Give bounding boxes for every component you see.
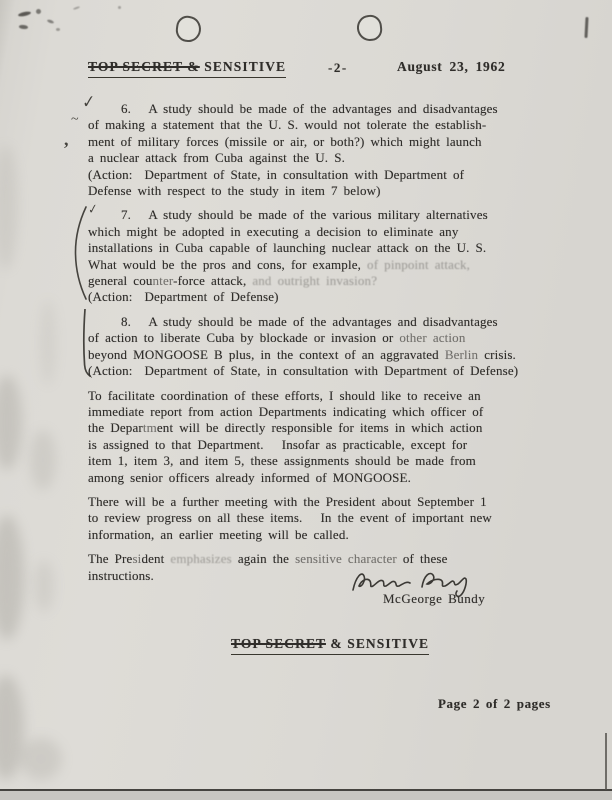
text-line: to review progress on all these items. In the event of important new <box>88 510 492 526</box>
text-line: immediate report from action Departments indicating which officer of <box>88 403 484 419</box>
scan-shadow <box>0 145 18 270</box>
smudge-mark <box>19 25 28 29</box>
punch-hole-icon <box>174 14 202 43</box>
header-classification <box>88 59 286 78</box>
item-8 <box>88 314 572 380</box>
smudge-mark <box>56 28 60 31</box>
text-line: among senior officers already informed of MONGOOSE. <box>88 469 412 485</box>
smudge-mark <box>118 6 121 9</box>
smudge-mark <box>73 6 80 10</box>
classification-struck-text: TOP SECRET <box>231 636 326 651</box>
margin-brace-item7 <box>74 206 88 300</box>
comma-mark-icon: , <box>64 129 69 149</box>
text-line: 8. A study should be made of the advantages and disadvantages <box>121 313 498 329</box>
text-line: (Action: Department of Defense) <box>88 289 279 305</box>
scan-shadow <box>40 300 56 385</box>
scan-shadow <box>20 738 62 780</box>
item-7 <box>88 207 572 305</box>
classification-rest-text: SENSITIVE <box>199 59 287 74</box>
smudge-mark <box>47 19 55 24</box>
classification-rest-text: & SENSITIVE <box>325 636 430 651</box>
text-line: What would be the pros and cons, for example, of pinpoint attack, <box>88 256 471 272</box>
signature-typed-name: McGeorge Bundy <box>383 591 486 606</box>
smudge-mark <box>18 11 32 18</box>
text-line: the Department will be directly responsible for items in which action <box>88 420 483 436</box>
text-line: installations in Cuba capable of launching nuclear attack on the U. S. <box>88 240 487 256</box>
text-line: (Action: Department of State, in consultation with Department of <box>88 166 465 182</box>
para-meeting <box>88 494 572 543</box>
para-sensitive <box>88 551 572 584</box>
text-line: information, an earlier meeting will be called. <box>88 526 349 542</box>
text-line: general counter-force attack, and outright invasion? <box>88 273 378 289</box>
punch-hole-icon <box>356 14 384 42</box>
document-date: August 23, 1962 <box>397 59 506 74</box>
para-coordination <box>88 388 572 486</box>
footer-classification <box>231 636 429 655</box>
scan-right-edge <box>605 733 607 790</box>
checkmark-icon: ✓ <box>87 200 99 218</box>
text-line: of making a statement that the U. S. would not tolerate the establish- <box>88 117 487 133</box>
text-line: is assigned to that Department. Insofar as practicable, except for <box>88 436 468 452</box>
scan-below-edge <box>0 791 612 800</box>
smudge-mark <box>36 9 41 14</box>
item-6 <box>88 101 572 199</box>
checkmark-icon: ✓ <box>81 92 96 113</box>
classification-struck-text: TOP SECRET & <box>88 59 200 74</box>
text-line: ment of military forces (missile or air, or both?) which might launch <box>88 133 482 149</box>
page-number: -2- <box>328 60 348 75</box>
text-line: instructions. <box>88 567 154 583</box>
text-line: The President emphasizes again the sensitive character of these <box>88 551 448 567</box>
scan-shadow <box>30 430 56 490</box>
pen-dash-mark <box>584 17 588 38</box>
page-count-label: Page 2 of 2 pages <box>438 696 551 711</box>
text-line: There will be a further meeting with the President about September 1 <box>88 493 487 509</box>
text-line: a nuclear attack from Cuba against the U. S. <box>88 150 345 166</box>
text-line: which might be adopted in executing a decision to eliminate any <box>88 223 459 239</box>
scan-shadow <box>34 560 54 612</box>
scan-shadow <box>0 375 22 470</box>
text-line: 6. A study should be made of the advantages and disadvantages <box>121 101 498 116</box>
tilde-mark-icon: ~ <box>71 112 79 127</box>
text-line: (Action: Department of State, in consultation with Department of Defense) <box>88 363 519 379</box>
scan-shadow <box>0 515 24 640</box>
text-line: of action to liberate Cuba by blockade or invasion or other action <box>88 330 466 346</box>
text-line: To facilitate coordination of these efforts, I should like to receive an <box>88 387 481 403</box>
text-line: beyond MONGOOSE B plus, in the context of an aggravated Berlin crisis. <box>88 346 516 362</box>
text-line: Defense with respect to the study in item 7 below) <box>88 183 381 199</box>
document-body <box>88 101 572 592</box>
text-line: 7. A study should be made of the various military alternatives <box>121 207 488 223</box>
text-line: item 1, item 3, and item 5, these assignments should be made from <box>88 453 476 469</box>
